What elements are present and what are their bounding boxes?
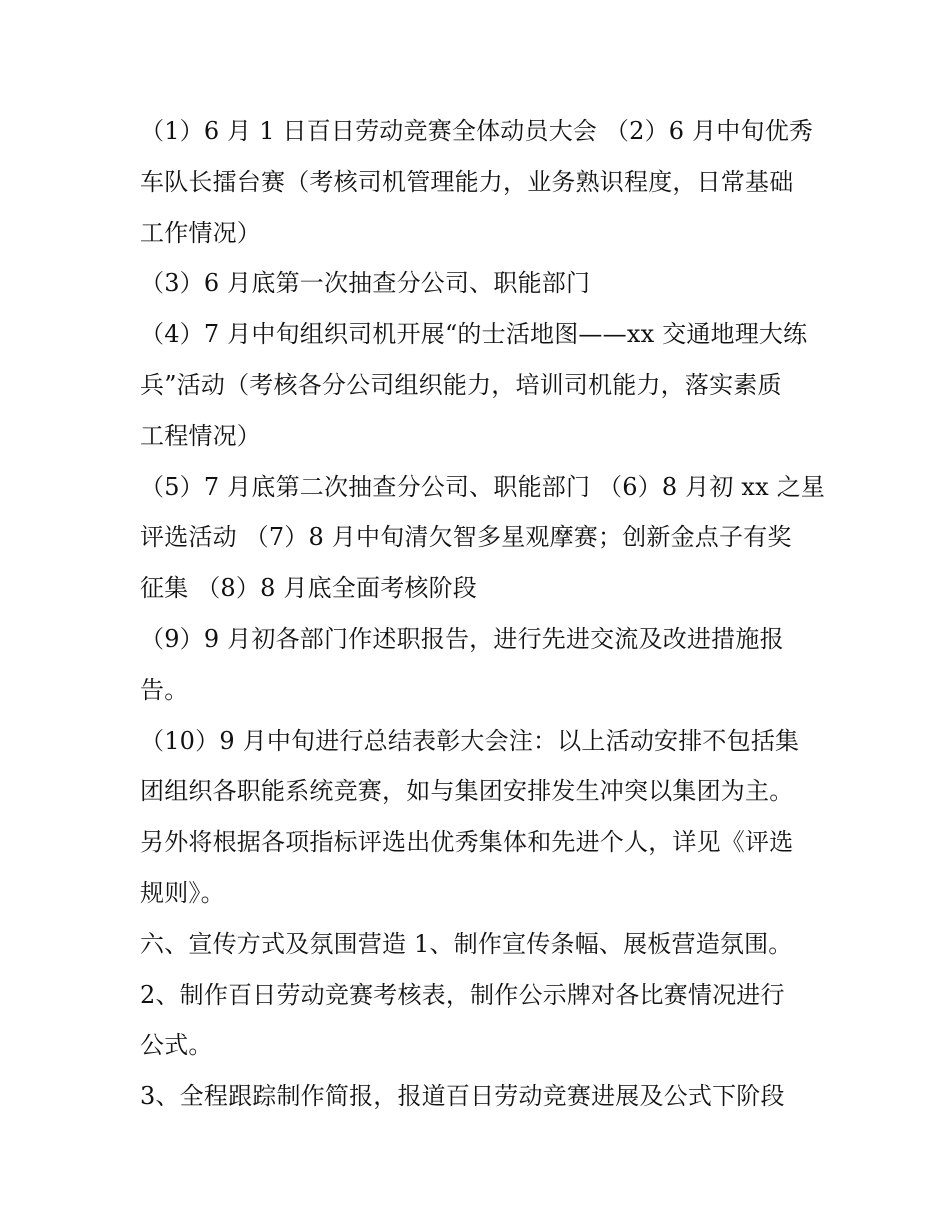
document-body xyxy=(140,106,826,1122)
text-line: 告。 xyxy=(140,675,189,704)
text-line: 六、宣传方式及氛围营造 1、制作宣传条幅、展板营造氛围。 xyxy=(140,929,793,958)
text-line: 规则》。 xyxy=(140,878,225,907)
text-line: 2、制作百日劳动竞赛考核表，制作公示牌对各比赛情况进行 xyxy=(140,980,785,1009)
text-line: （9）9 月初各部门作述职报告，进行先进交流及改进措施报 xyxy=(140,624,784,653)
text-line: 评选活动 （7）8 月中旬清欠智多星观摩赛；创新金点子有奖 xyxy=(140,523,792,552)
text-line: （3）6 月底第一次抽查分公司、职能部门 xyxy=(140,269,591,298)
text-line: （4）7 月中旬组织司机开展“的士活地图——xx 交通地理大练 xyxy=(140,320,808,349)
text-line: （10）9 月中旬进行总结表彰大会注：以上活动安排不包括集 xyxy=(140,726,800,755)
text-line: 车队长擂台赛（考核司机管理能力，业务熟识程度，日常基础 xyxy=(140,167,794,196)
text-line: 3、全程跟踪制作简报，报道百日劳动竞赛进展及公式下阶段 xyxy=(140,1082,785,1111)
text-line: 公式。 xyxy=(140,1031,213,1060)
text-line: 团组织各职能系统竞赛，如与集团安排发生冲突以集团为主。 xyxy=(140,777,794,806)
text-line: 征集 （8）8 月底全面考核阶段 xyxy=(140,574,477,603)
text-line: （1）6 月 1 日百日劳动竞赛全体动员大会 （2）6 月中旬优秀 xyxy=(140,117,814,145)
text-line: （5）7 月底第二次抽查分公司、职能部门 （6）8 月初 xx 之星 xyxy=(140,472,826,501)
text-line: 工作情况） xyxy=(140,218,261,247)
text-line: 工程情况） xyxy=(140,421,261,450)
text-line: 另外将根据各项指标评选出优秀集体和先进个人，详见《评选 xyxy=(140,828,794,857)
text-line: 兵”活动（考核各分公司组织能力，培训司机能力，落实素质 xyxy=(140,370,782,399)
